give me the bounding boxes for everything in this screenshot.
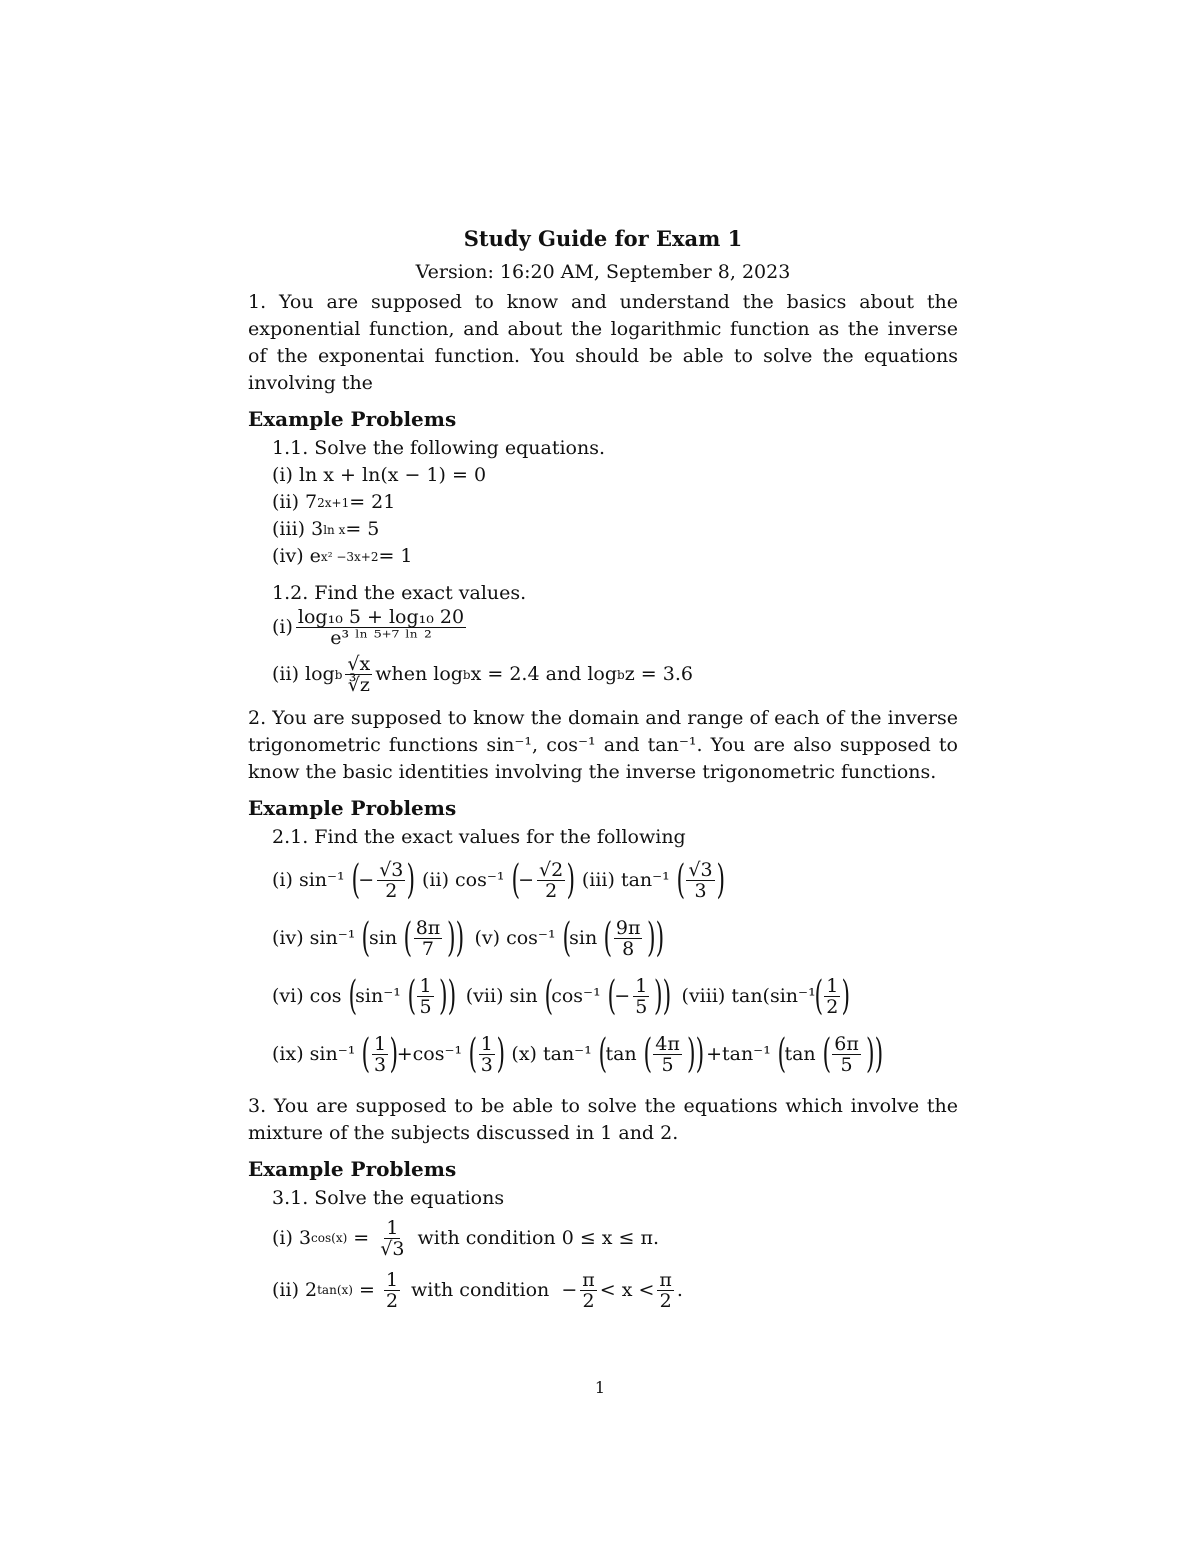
fraction (345, 654, 372, 695)
fraction (633, 976, 649, 1017)
fraction (479, 1034, 495, 1075)
paren-close: )) (647, 915, 665, 961)
item-label: (vi) cos (272, 984, 342, 1007)
paren-close: ) (566, 857, 576, 903)
fraction-denominator: 2 (582, 1289, 595, 1312)
fraction-numerator: 1 (826, 974, 839, 997)
func-name: sin (369, 926, 398, 949)
fraction-denominator: 2 (385, 1289, 399, 1312)
problem-3-1-label: 3.1. Solve the equations (272, 1187, 505, 1209)
fraction-denominator: 2 (385, 879, 398, 902)
fraction-denominator: 5 (635, 995, 648, 1018)
fraction (824, 976, 840, 1017)
fraction-numerator: 1 (386, 1216, 399, 1239)
item-label: (x) tan⁻¹ (511, 1042, 592, 1065)
fraction (686, 860, 714, 901)
paren-open: ( (351, 857, 360, 903)
problem-1-1-i: (i) ln x + ln(x − 1) = 0 (272, 464, 487, 486)
condition-text: with condition 0 ≤ x ≤ π. (417, 1226, 660, 1249)
problem-1-1-iii: (iii) 3 ln x = 5 (272, 516, 958, 543)
fraction-numerator: π (659, 1268, 672, 1291)
fraction-denominator: 2 (659, 1289, 672, 1312)
problem-2-1-row4 (272, 1025, 958, 1083)
item-label: (ii) 2 (272, 1278, 318, 1301)
item-label: (iii) tan⁻¹ (581, 868, 670, 891)
page-title: Study Guide for Exam 1 (463, 226, 743, 251)
document-page (248, 220, 958, 1316)
period: . (676, 1278, 683, 1301)
fraction (653, 1034, 682, 1075)
problem-1-1-ii: (ii) 7 2x+1 = 21 (272, 489, 958, 516)
fraction (296, 607, 466, 648)
expr-text: (iii) 3 (272, 518, 324, 540)
fraction-numerator: 8π (415, 916, 441, 939)
fraction (580, 1270, 597, 1311)
paren-close: )) (654, 973, 672, 1019)
func-name: +cos⁻¹ (396, 1042, 463, 1065)
expr-text: z = 3.6 (624, 663, 693, 685)
paren-open: ( (361, 1031, 371, 1077)
fraction-numerator: log₁₀ 5 + log₁₀ 20 (297, 606, 465, 628)
section1-heading: Example Problems (248, 407, 457, 431)
section1-intro: 1. You are supposed to know and understand the basics about the exponential function, and about the logarithmic function as the inverse of the exponentai function. You should be able to solve the equations involving the (248, 291, 958, 394)
expr-text: x = 2.4 and log (470, 663, 618, 685)
fraction-denominator: 3 (694, 879, 707, 902)
item-label: (i) sin⁻¹ (272, 868, 345, 891)
fraction (377, 860, 405, 901)
problem-3-1-i: (i) 3 cos(x) = $\frac{1}{√3}$ with condition 0 ≤ x ≤ π. (272, 1216, 660, 1260)
fraction (832, 1034, 861, 1075)
paren-open: ( (468, 1031, 478, 1077)
paren-close: ) (841, 973, 851, 1019)
fraction-numerator: √x (347, 653, 371, 675)
expr-text: (iv) e (272, 545, 321, 567)
condition-text: with condition − (411, 1278, 578, 1301)
problem-2-1-row2 (272, 909, 958, 967)
item-label: (v) cos⁻¹ (474, 926, 556, 949)
section3-intro: 3. You are supposed to be able to solve the equations which involve the mixture of the subjects discussed in 1 and 2. (248, 1095, 958, 1144)
paren-close: ) (406, 857, 416, 903)
paren-close: ) (496, 1031, 505, 1077)
problem-1-2-label: 1.2. Find the exact values. (272, 582, 527, 604)
problem-3-1-ii: (ii) 2 tan(x) = $\frac{1}{2}$ with condition − $\frac{\pi}{2}$ < x < $\frac{\pi}{2}$ . (272, 1268, 683, 1312)
paren-open: ( (348, 973, 357, 1019)
version-line: Version: 16:20 AM, September 8, 2023 (415, 261, 791, 283)
paren-open: ( (403, 915, 413, 961)
paren-open: ( (603, 915, 613, 961)
fraction-numerator: π (582, 1268, 595, 1291)
item-label: (i) 3 (272, 1226, 312, 1249)
equals-sign: = (352, 1278, 381, 1301)
paren-close: )) (438, 973, 456, 1019)
fraction (372, 1034, 388, 1075)
func-name: +tan⁻¹ (706, 1042, 771, 1065)
fraction (414, 918, 443, 959)
section3-heading: Example Problems (248, 1157, 457, 1181)
fraction-denominator: 5 (840, 1053, 853, 1076)
equals-sign: = (347, 1226, 376, 1249)
paren-open: ( (407, 973, 416, 1019)
func-name: cos⁻¹ (551, 984, 601, 1007)
problem-2-1-row3 (272, 967, 958, 1025)
item-label: (viii) tan(sin⁻¹ (681, 984, 816, 1007)
fraction-denominator: 3 (480, 1053, 493, 1076)
minus-sign: − (614, 984, 631, 1007)
fraction-denominator: √3 (380, 1237, 405, 1260)
paren-open: ( (777, 1031, 786, 1077)
func-name: sin (569, 926, 598, 949)
item-label: (ix) sin⁻¹ (272, 1042, 356, 1065)
expr-text: = 21 (349, 491, 396, 513)
item-label: (ii) cos⁻¹ (422, 868, 505, 891)
fraction-numerator: 1 (385, 1268, 399, 1291)
paren-close: )) (865, 1031, 884, 1077)
fraction (384, 1270, 400, 1311)
paren-open: ( (643, 1031, 652, 1077)
paren-open: ( (822, 1031, 831, 1077)
paren-open: ( (562, 915, 571, 961)
inequality-text: < x < (599, 1278, 655, 1301)
paren-open: ( (544, 973, 553, 1019)
item-label: (iv) sin⁻¹ (272, 926, 356, 949)
section2-intro: 2. You are supposed to know the domain and range of each of the inverse trigonometric functions sin⁻¹, cos⁻¹ and tan⁻¹. You are also supposed to know the basic identities involving the inverse trigonometric functions. (248, 707, 958, 783)
problem-2-1-row1 (272, 851, 958, 909)
problem-1-1-label: 1.1. Solve the following equations. (272, 437, 605, 459)
paren-open: ( (814, 973, 823, 1019)
problem-1-1-iv: (iv) e x² −3x+2 = 1 (272, 543, 958, 570)
page-number: 1 (594, 1378, 606, 1397)
fraction-denominator: 2 (826, 995, 839, 1018)
problem-1-2-ii: (ii) log b $\frac{√x}{∛z}$ when log b x = 2.4 and log b z = 3.6 (272, 653, 693, 696)
fraction-numerator: 6π (834, 1032, 859, 1055)
paren-close: )) (686, 1031, 705, 1077)
problem-1-2-i (272, 607, 958, 648)
fraction-numerator: √2 (539, 858, 564, 881)
paren-close: )) (447, 915, 465, 961)
fraction-denominator: ∛z (347, 674, 370, 696)
minus-sign: − (358, 868, 375, 891)
section2-heading: Example Problems (248, 796, 457, 820)
fraction-denominator: 7 (421, 937, 435, 960)
fraction-denominator: 2 (545, 879, 558, 902)
paren-close: ) (716, 857, 725, 903)
fraction-numerator: √3 (688, 858, 713, 881)
problem-2-1-label: 2.1. Find the exact values for the following (272, 826, 686, 848)
fraction-numerator: 4π (655, 1032, 680, 1055)
paren-close: ) (389, 1031, 399, 1077)
fraction (537, 860, 565, 901)
fraction-numerator: 1 (480, 1032, 493, 1055)
fraction (417, 976, 433, 1017)
fraction-numerator: 1 (419, 974, 432, 997)
fraction (657, 1270, 674, 1311)
fraction (378, 1218, 406, 1259)
fraction-denominator: 3 (373, 1053, 387, 1076)
item-label: (i) (272, 616, 293, 638)
expr-text: = 5 (345, 518, 380, 540)
fraction-denominator: 8 (622, 937, 635, 960)
fraction-denominator: 5 (661, 1053, 674, 1076)
fraction-numerator: 1 (373, 1032, 387, 1055)
paren-open: ( (361, 915, 371, 961)
func-name: tan (605, 1042, 637, 1065)
fraction-denominator: e³ ˡⁿ ⁵⁺⁷ ˡⁿ ² (330, 627, 432, 649)
paren-open: ( (511, 857, 520, 903)
minus-sign: − (518, 868, 535, 891)
item-label: (vii) sin (465, 984, 538, 1007)
paren-open: ( (598, 1031, 607, 1077)
item-label: (ii) log (272, 663, 335, 685)
func-name: tan (784, 1042, 816, 1065)
paren-open: ( (607, 973, 616, 1019)
fraction-denominator: 5 (419, 995, 432, 1018)
fraction-numerator: 1 (635, 974, 648, 997)
fraction (614, 918, 643, 959)
fraction-numerator: 9π (615, 916, 641, 939)
expr-text: when log (375, 663, 463, 685)
fraction-numerator: √3 (379, 858, 404, 881)
expr-text: = 1 (378, 545, 413, 567)
expr-text: (ii) 7 (272, 491, 318, 513)
paren-open: ( (676, 857, 685, 903)
func-name: sin⁻¹ (355, 984, 401, 1007)
